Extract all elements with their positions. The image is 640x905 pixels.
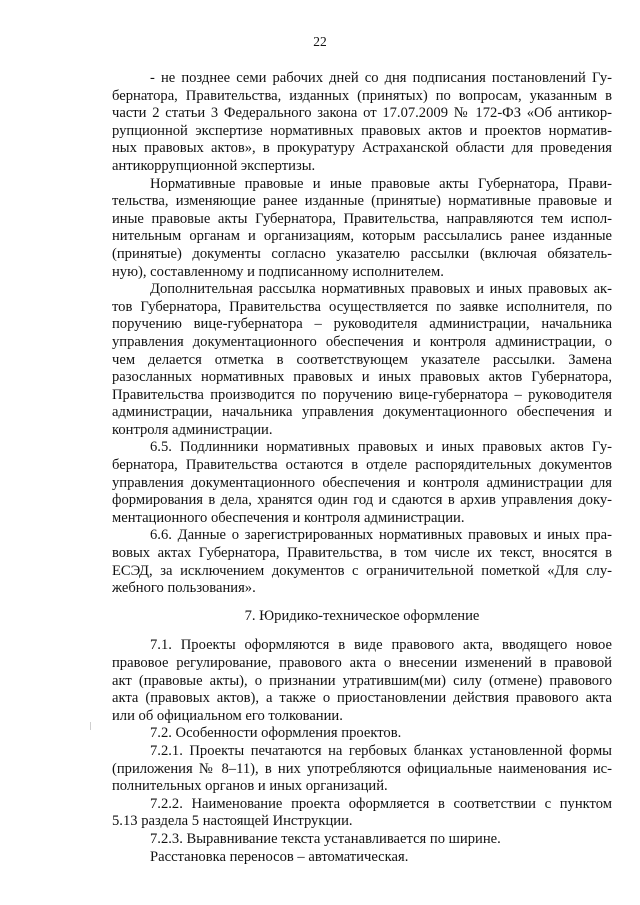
text-line: 7.2. Особенности оформления проектов. [150, 725, 402, 742]
paragraph [112, 743, 612, 796]
text-line: полнительных органов и иных организаций. [112, 778, 388, 795]
text-line: управления документационного обеспечения и контроля администрации, о [112, 333, 612, 350]
paragraph [112, 176, 612, 282]
text-line: 7.2.3. Выравнивание текста устанавливается по ширине. [150, 830, 501, 847]
text-line: ментационного обеспечения и контроля администрации. [112, 509, 465, 526]
text-line: рупционной экспертизе нормативных правовых актов и проектов норматив- [112, 122, 612, 139]
paragraph [112, 637, 612, 725]
text-line: (принятые) документы согласно указателю рассылки (включая обязатель- [112, 245, 612, 262]
text-line: управления документационного обеспечения и контроля администрации для [112, 474, 612, 491]
text-line: иные правовые акты Губернатора, Правительства, направляются тем испол- [112, 210, 612, 227]
page-number: 22 [313, 34, 327, 49]
section-7-paragraphs [112, 637, 612, 866]
text-line: 7.1. Проекты оформляются в виде правового акта, вводящего новое [150, 637, 612, 654]
text-line: 7.2.2. Наименование проекта оформляется в соответствии с пунктом [150, 795, 612, 812]
paragraph [112, 527, 612, 597]
document-body [112, 70, 612, 866]
text-line: 6.5. Подлинники нормативных правовых и иных правовых актов Гу- [150, 439, 612, 456]
text-line: жебного пользования». [112, 580, 256, 597]
section-heading: 7. Юридико-техническое оформление [244, 607, 480, 624]
margin-mark [90, 722, 91, 730]
text-line: 7.2.1. Проекты печатаются на гербовых бланках установленной формы [150, 742, 612, 759]
text-line: правовое регулирование, правового акта о внесении изменений в правовой [112, 655, 612, 671]
text-line: формирования в дела, хранятся один год и сдаются в архив управления доку- [112, 492, 612, 509]
text-line: нительным органам и организациям, которым рассылались ранее изданные [112, 228, 612, 245]
text-line: акта (правовых актов), а также о приостановлении действия правового акта [112, 690, 612, 707]
text-line: антикоррупционной экспертизы. [112, 157, 316, 174]
text-line: вовых актах Губернатора, Правительства, в том числе их текст, вносятся в [112, 545, 612, 562]
paragraph [112, 439, 612, 527]
text-line: ных правовых актов», в прокуратуру Астраханской области для проведения [112, 140, 612, 157]
text-line: поручению вице-губернатора – руководителя администрации, начальника [112, 316, 612, 333]
text-line: акт (правовые акты), о признании утратившим(ми) силу (отмене) правового [112, 672, 612, 689]
paragraph [112, 849, 612, 867]
text-line: (приложения № 8–11), в них употребляются официальные наименования ис- [112, 760, 612, 777]
text-line: Расстановка переносов – автоматическая. [150, 848, 409, 865]
paragraph [112, 281, 612, 439]
text-line: Правительства производится по поручению вице-губернатора – руководителя [112, 386, 612, 403]
text-line: или об официальном его толковании. [112, 707, 343, 724]
paragraphs-before-section [112, 70, 612, 598]
text-line: - не позднее семи рабочих дней со дня подписания постановлений Гу- [150, 70, 612, 86]
text-line: части 2 статьи 3 Федерального закона от 17.07.2009 № 172-ФЗ «Об антикор- [112, 105, 612, 122]
paragraph [112, 831, 612, 849]
text-line: Нормативные правовые и иные правовые акты Губернатора, Прави- [150, 175, 612, 192]
text-line: 6.6. Данные о зарегистрированных нормативных правовых и иных пра- [150, 527, 612, 544]
text-line: контроля администрации. [112, 421, 273, 438]
paragraph [112, 796, 612, 831]
text-line: 5.13 раздела 5 настоящей Инструкции. [112, 813, 353, 830]
text-line: разосланных нормативных правовых и иных правовых актов Губернатора, [112, 369, 612, 386]
text-line: бернатора, Правительства, изданных (принятых) по вопросам, указанным в [112, 87, 612, 104]
text-line: администрации, начальника управления документационного обеспечения и [112, 404, 612, 421]
text-line: чем делается отметка в соответствующем указателе рассылки. Замена [112, 351, 612, 368]
paragraph [112, 725, 612, 743]
text-line: Дополнительная рассылка нормативных правовых и иных правовых ак- [150, 281, 612, 298]
text-line: тельства, изменяющие ранее изданные (принятые) нормативные правовые и [112, 193, 612, 210]
text-line: ЕСЭД, за исключением документов с ограничительной пометкой «Для слу- [112, 562, 612, 579]
text-line: бернатора, Правительства остаются в отделе распорядительных документов [112, 457, 612, 474]
text-line: тов Губернатора, Правительства осуществляется по заявке исполнителя, по [112, 298, 612, 315]
text-line: ную), составленному и подписанному исполнителем. [112, 263, 444, 280]
paragraph [112, 70, 612, 176]
